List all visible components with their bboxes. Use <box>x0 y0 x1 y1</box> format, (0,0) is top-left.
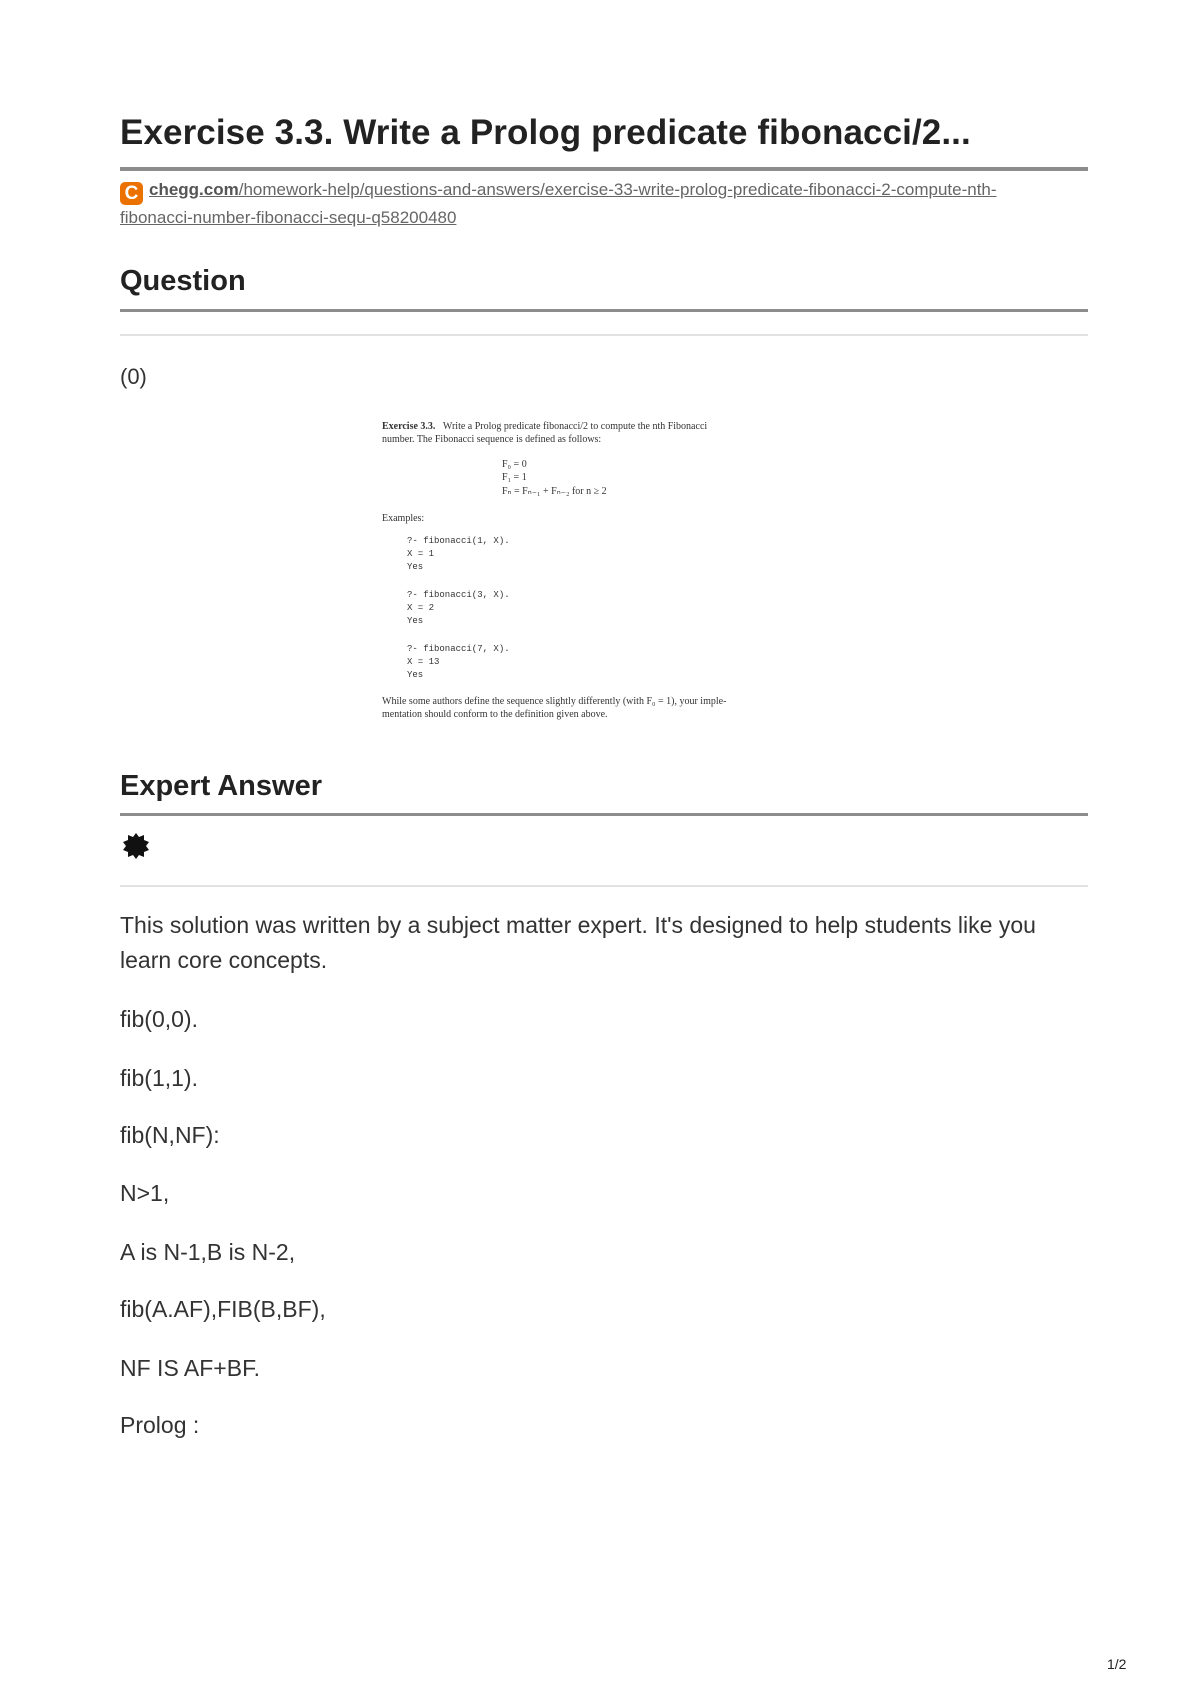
example2-answer: X = 2 <box>407 603 435 613</box>
page-title: Exercise 3.3. Write a Prolog predicate fibonacci/2... <box>120 113 971 152</box>
example1-yes: Yes <box>407 562 424 572</box>
question-heading: Question <box>120 265 246 297</box>
answer-line: A is N-1,B is N-2, <box>120 1239 296 1265</box>
example2-yes: Yes <box>407 616 424 626</box>
question-subdivider <box>120 334 1088 336</box>
exercise-text-line2: number. The Fibonacci sequence is defined as follows: <box>382 434 602 445</box>
source-path-line1[interactable]: /homework-help/questions-and-answers/exercise-33-write-prolog-predicate-fibonacci-2-compute-nth- <box>238 180 997 199</box>
source-path-line2[interactable]: fibonacci-number-fibonacci-sequ-q58200480 <box>120 208 457 227</box>
expert-answer-subdivider <box>120 885 1088 887</box>
answer-line: NF IS AF+BF. <box>120 1355 260 1381</box>
question-divider <box>120 309 1088 312</box>
example1-answer: X = 1 <box>407 549 435 559</box>
answer-line: fib(1,1). <box>120 1065 198 1091</box>
exercise-label: Exercise 3.3. <box>382 421 436 432</box>
answer-line: Prolog : <box>120 1412 200 1438</box>
example3-yes: Yes <box>407 670 424 680</box>
formula-f0: F₀ = 0 <box>502 459 527 470</box>
answer-intro: This solution was written by a subject matter expert. It's designed to help students like you learn core concepts. <box>120 912 1036 973</box>
chegg-logo-icon: C <box>120 182 143 205</box>
answer-line: fib(N,NF): <box>120 1122 220 1148</box>
example1-query: ?- fibonacci(1, X). <box>407 536 510 546</box>
example2-query: ?- fibonacci(3, X). <box>407 590 510 600</box>
answer-line: fib(A.AF),FIB(B,BF), <box>120 1296 326 1322</box>
expert-badge-icon <box>123 833 149 859</box>
answer-line: N>1, <box>120 1180 170 1206</box>
exercise-text-line1: Write a Prolog predicate fibonacci/2 to compute the nth Fibonacci <box>442 421 708 432</box>
question-image <box>382 418 792 728</box>
source-link[interactable] <box>120 180 997 227</box>
note-line2: mentation should conform to the definition given above. <box>382 709 608 720</box>
formula-fn: Fₙ = Fₙ₋₁ + Fₙ₋₂ for n ≥ 2 <box>502 486 607 497</box>
note-line1: While some authors define the sequence slightly differently (with F₀ = 1), your imple- <box>382 696 727 707</box>
example3-answer: X = 13 <box>407 657 440 667</box>
source-domain[interactable]: chegg.com <box>149 180 239 199</box>
example3-query: ?- fibonacci(7, X). <box>407 644 510 654</box>
answer-line: fib(0,0). <box>120 1006 198 1032</box>
source-link-block <box>120 177 1088 230</box>
title-divider <box>120 167 1088 171</box>
expert-answer-divider <box>120 813 1088 816</box>
page-number: 1/2 <box>1107 1656 1127 1672</box>
expert-answer-heading: Expert Answer <box>120 770 322 802</box>
formula-f1: F₁ = 1 <box>502 472 527 483</box>
question-rating: (0) <box>120 364 147 389</box>
examples-label: Examples: <box>382 513 425 524</box>
